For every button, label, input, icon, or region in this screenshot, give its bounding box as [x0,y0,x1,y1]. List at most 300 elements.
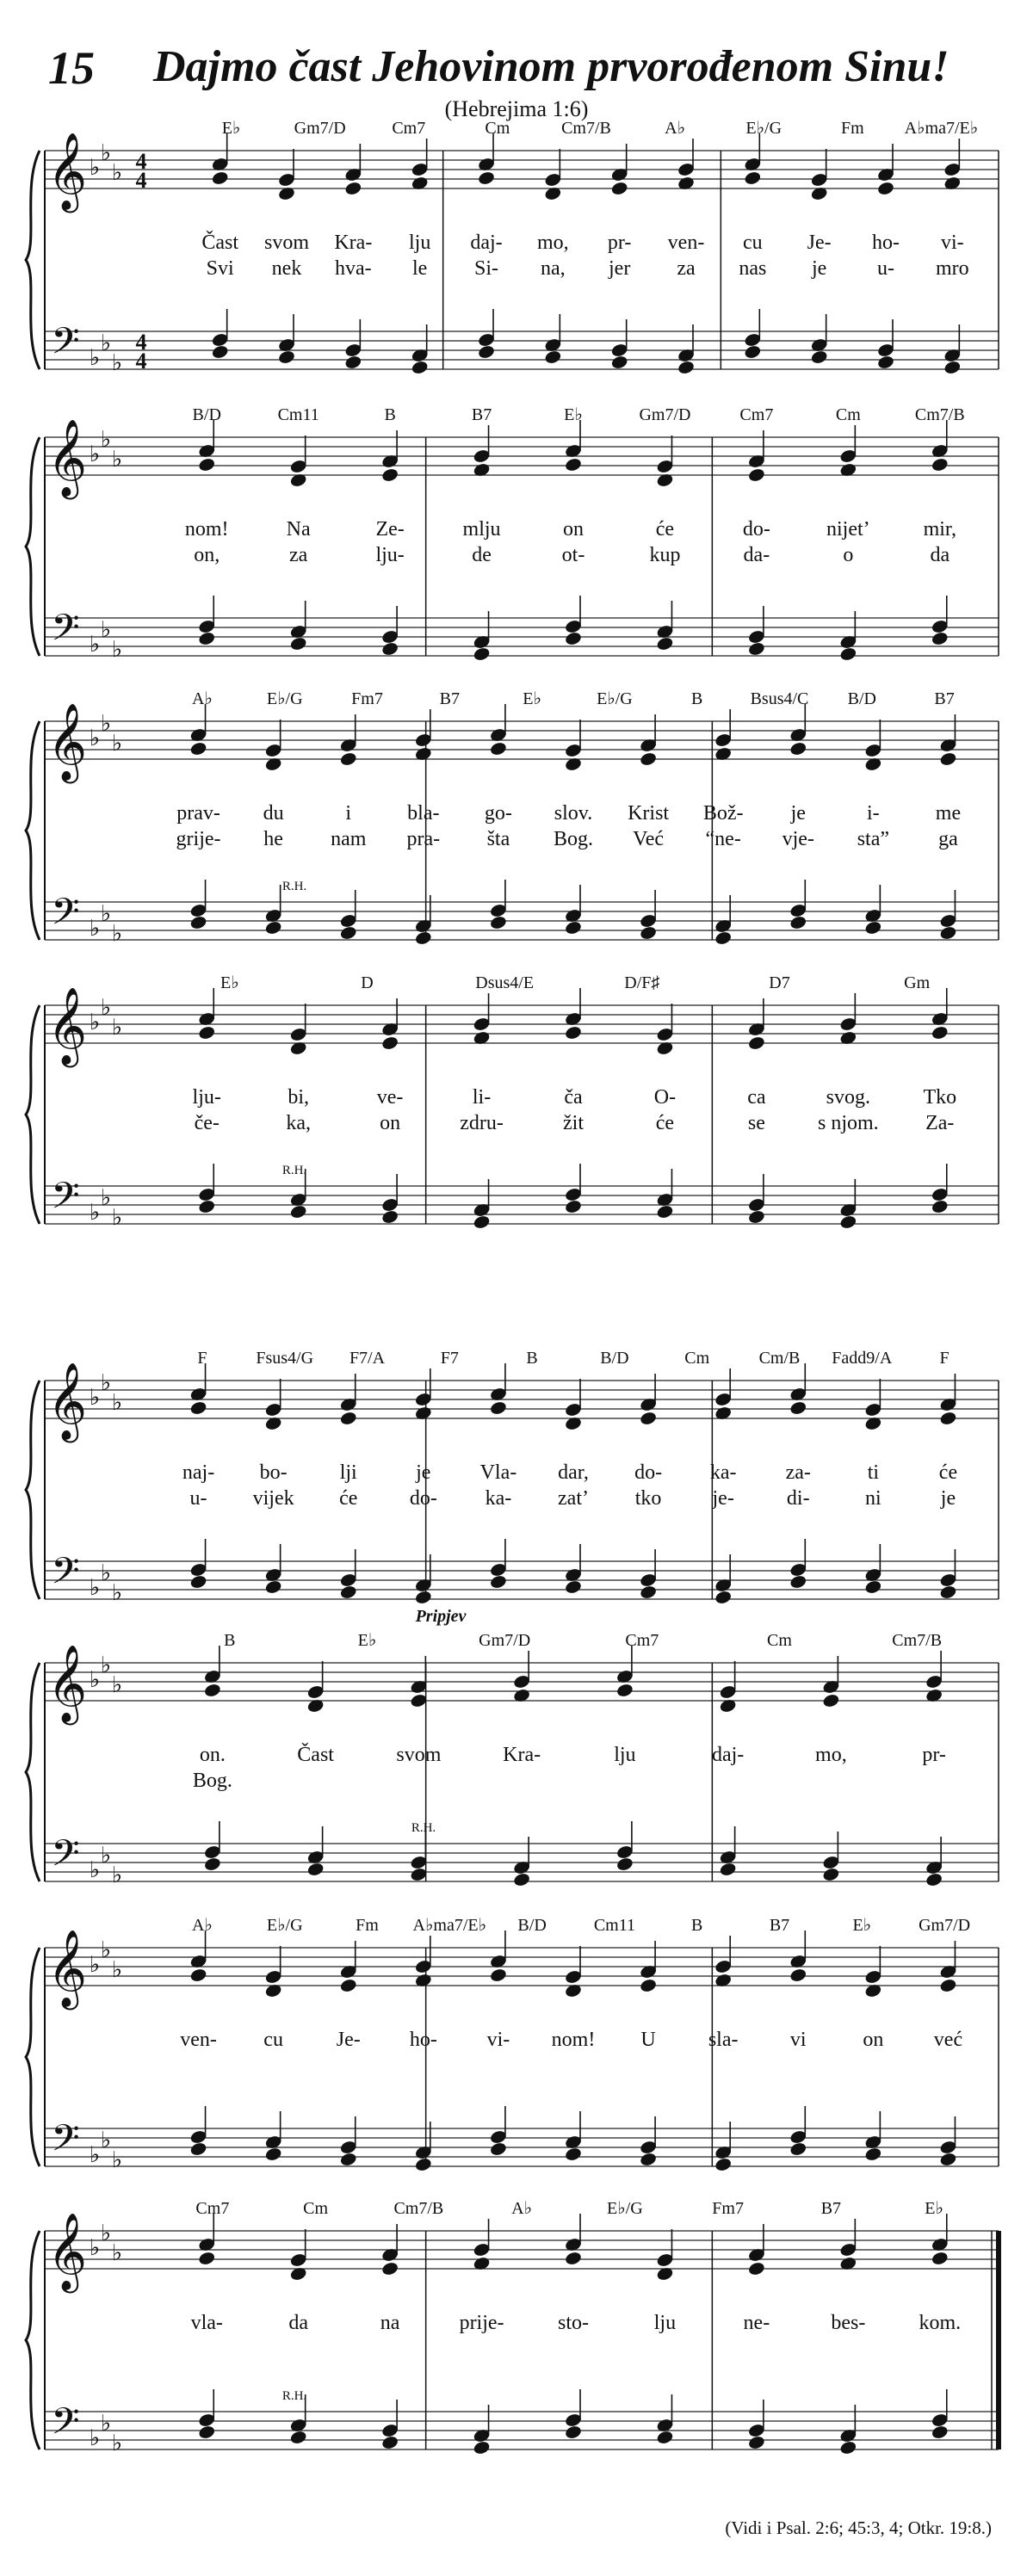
bass-note [747,2435,765,2450]
alto-note [477,170,495,186]
key-signature-flat: ♭ [100,1937,112,1962]
chord-symbol: Cm7 [739,405,774,424]
bass-note [939,2152,957,2167]
alto-note [189,1400,207,1416]
chord-symbol: A♭ [511,2199,533,2218]
bass-note [839,1214,857,1230]
key-signature-flat: ♭ [89,442,101,466]
lyric-verse-1: ven- [667,232,705,254]
lyric-verse-1: svog. [826,1086,871,1109]
chord-symbol: B/D [192,405,221,424]
bass-note [943,360,962,375]
lyric-verse-2: u- [877,257,894,280]
key-signature-flat: ♭ [111,921,123,946]
bass-note [289,636,307,652]
lyric-verse-2: tko [634,1487,662,1510]
alto-note [939,1411,957,1426]
lyric-verse-1: Čast [201,232,239,254]
alto-note [339,751,357,767]
bass-note [380,2435,399,2450]
chord-symbol: Cm7/B [892,1631,943,1650]
key-signature-flat: ♭ [89,1667,101,1692]
lyric-verse-1: Tko [923,1086,957,1109]
bass-clef: 𝄢 [51,607,80,658]
lyric-verse-1: go- [484,802,512,825]
chord-symbol: E♭ [925,2199,943,2218]
chord-symbol: D7 [769,973,790,992]
lyric-verse-2: o [843,544,854,566]
lyric-verse-1: me [935,802,962,825]
bass-note [939,1585,957,1600]
key-signature-flat: ♭ [89,2142,101,2167]
lyric-verse-1: bes- [831,2312,866,2334]
chord-symbol: B/D [600,1349,629,1368]
key-signature-flat: ♭ [100,2221,112,2246]
alto-note [189,1968,207,1983]
chord-symbol: B7 [439,689,460,708]
lyric-verse-2: Bog. [192,1770,232,1792]
bass-note [656,2430,674,2445]
lyric-verse-2: mro [935,257,969,280]
alto-note [939,751,957,767]
lyric-verse-1: lji [339,1461,357,1484]
lyric-verse-1: Vla- [479,1461,517,1484]
lyric-verse-1: za- [785,1461,811,1484]
bass-note [339,1585,357,1600]
bass-note [564,2147,582,2162]
lyric-verse-1: Na [286,518,311,541]
lyric-verse-1: vi [789,2029,807,2051]
chord-symbol: F7/A [349,1349,386,1368]
system-1 [26,119,999,375]
lyric-verse-2: vijek [252,1487,294,1510]
lyric-verse-2: de [472,544,492,566]
alto-note [380,467,399,483]
bass-note [264,920,282,936]
lyric-verse-1: pr- [922,1744,946,1766]
lyric-verse-1: već [933,2029,963,2051]
bass-note [211,344,229,360]
chord-symbol: Cm11 [277,405,319,424]
lyric-verse-2: grije- [176,828,221,850]
alto-note [489,1968,507,1983]
bass-note [677,360,695,375]
key-signature-flat: ♭ [111,2240,123,2265]
alto-note [931,457,949,473]
chord-symbol: Fm7 [712,2199,744,2218]
chord-symbol: Cm [303,2199,329,2218]
lyric-verse-2: u- [189,1487,207,1510]
bass-note [473,1214,491,1230]
lyric-verse-2: di- [786,1487,810,1510]
lyric-verse-1: lju [653,2312,677,2334]
lyric-verse-1: i [345,802,352,825]
treble-clef: 𝄞 [46,1930,88,2007]
lyric-verse-2: vje- [782,828,814,850]
lyric-verse-2: je [812,257,827,280]
lyric-verse-1: on [863,2029,884,2051]
key-signature-flat: ♭ [100,1370,112,1395]
lyric-verse-2: s njom. [817,1112,879,1134]
chord-symbol: B7 [471,405,492,424]
lyric-verse-1: lju- [192,1086,221,1109]
bass-note [639,925,657,941]
lyric-verse-1: je [416,1461,431,1484]
bass-note [306,1862,325,1877]
lyric-verse-1: daj- [470,232,503,254]
bass-note [489,1574,507,1590]
key-signature-flat: ♭ [111,1205,123,1230]
alto-note [789,1968,807,1983]
system-6 [26,1607,999,1887]
lyric-verse-2: ot- [561,544,585,566]
chord-symbol: A♭ [665,119,686,138]
chord-symbol: B/D [517,1916,547,1935]
bass-note [931,1199,949,1214]
lyric-verse-1: bo- [259,1461,288,1484]
lyric-verse-2: da [930,544,950,566]
bass-note [414,2157,432,2172]
key-signature-flat: ♭ [111,637,123,662]
key-signature-flat: ♭ [89,2235,101,2260]
alto-note [939,1978,957,1993]
lyric-verse-2: če- [194,1112,220,1134]
lyric-verse-1: vi- [940,232,964,254]
key-signature-flat: ♭ [89,1857,101,1882]
alto-note [822,1693,840,1708]
lyric-verse-2: he [263,828,283,850]
lyric-verse-2: pra- [406,828,441,850]
key-signature-flat: ♭ [89,916,101,941]
time-signature-bottom: 4 [135,168,147,193]
bass-note [864,2147,882,2162]
bass-note [939,925,957,941]
chord-symbol: A♭ma7/E♭ [904,119,979,138]
bass-note [198,631,216,646]
bass-note [264,2147,282,2162]
alto-note [198,1025,216,1041]
chord-symbol: Cm7 [392,119,426,138]
lyric-verse-1: kom. [919,2312,962,2334]
lyric-verse-1: ve- [376,1086,404,1109]
rh-mark: R.H. [411,1821,436,1835]
chord-symbol: B7 [820,2199,842,2218]
lyric-verse-2: hva- [335,257,372,280]
lyric-verse-2: Već [633,828,665,850]
alto-note [564,2251,582,2266]
lyric-verse-1: prije- [459,2312,504,2334]
chord-symbol: E♭ [564,405,583,424]
key-signature-flat: ♭ [111,350,123,375]
lyric-verse-2: Za- [925,1112,955,1134]
bass-note [564,2425,582,2440]
lyric-verse-1: Je- [807,232,832,254]
key-signature-flat: ♭ [100,2128,112,2153]
chord-symbol: Fm [356,1916,379,1935]
bass-note [564,920,582,936]
bass-note [747,641,765,657]
bass-note [822,1867,840,1882]
key-signature-flat: ♭ [89,1200,101,1225]
bass-note [380,1209,399,1225]
bass-note [564,1579,582,1595]
bass-note [489,2141,507,2157]
lyric-verse-1: cu [743,232,763,254]
brace [26,2231,40,2449]
lyric-verse-2: jer [609,257,631,280]
lyric-verse-1: pr- [607,232,632,254]
alto-note [564,457,582,473]
alto-note [610,181,628,196]
lyric-verse-2: ka- [485,1487,512,1510]
bass-note [414,1590,432,1605]
lyric-verse-2: zdru- [460,1112,504,1134]
lyric-verse-1: Kra- [503,1744,541,1766]
bass-clef: 𝄢 [51,1175,80,1226]
key-signature-flat: ♭ [111,1672,123,1697]
bass-note [198,1199,216,1214]
bass-note [714,1590,733,1605]
lyric-verse-1: bla- [407,802,440,825]
chord-symbol: E♭/G [745,119,782,138]
bass-note [610,355,628,370]
lyric-verse-1: Ze- [375,518,405,541]
bass-note [489,915,507,930]
chord-symbol: Cm7 [625,1631,659,1650]
chord-symbol: Cm11 [593,1916,635,1935]
bass-note [615,1856,634,1872]
bass-note [414,930,432,946]
alto-note [747,1035,765,1051]
alto-note [747,467,765,483]
chord-symbol: F7 [440,1349,459,1368]
rh-mark: R.H. [281,880,307,893]
key-signature-flat: ♭ [100,140,112,165]
bass-note [744,344,762,360]
bass-note [564,631,582,646]
alto-note [380,2261,399,2276]
lyric-verse-2: će [339,1487,358,1510]
chord-symbol: Gm [904,973,931,992]
alto-note [615,1683,634,1698]
bass-note [789,1574,807,1590]
lyric-verse-2: je [940,1487,956,1510]
treble-clef: 𝄞 [46,133,88,210]
lyric-verse-1: mlju [462,518,501,541]
lyric-verse-1: će [655,518,675,541]
key-signature-flat: ♭ [100,711,112,736]
lyric-verse-2: nek [271,257,302,280]
key-signature-flat: ♭ [89,726,101,751]
bass-clef: 𝄢 [51,2400,80,2452]
lyric-verse-1: nom! [184,518,229,541]
lyric-verse-2: ka, [286,1112,311,1134]
alto-note [744,170,762,186]
chord-symbol: B [691,1916,703,1935]
chord-symbol: F [197,1349,207,1368]
lyric-verse-2: do- [409,1487,437,1510]
brace [26,437,40,656]
chord-symbol: Dsus4/E [475,973,535,992]
bass-note [931,2425,949,2440]
key-signature-flat: ♭ [89,155,101,180]
key-signature-flat: ♭ [89,345,101,370]
bass-note [931,631,949,646]
key-signature-flat: ♭ [100,1843,112,1868]
chord-symbol: Cm7 [195,2199,230,2218]
lyric-verse-2: ga [938,828,958,850]
lyric-verse-1: vi- [486,2029,510,2051]
time-signature-top: 4 [135,330,147,355]
bass-note [864,920,882,936]
chord-symbol: E♭ [220,973,239,992]
chord-symbol: B [691,689,703,708]
chord-symbol: E♭/G [607,2199,643,2218]
chord-symbol: A♭ [191,689,213,708]
bass-clef: 𝄢 [51,2117,80,2169]
bass-note [380,641,399,657]
lyric-verse-1: do- [742,518,770,541]
system-2 [26,405,999,662]
key-signature-flat: ♭ [111,731,123,756]
key-signature-flat: ♭ [100,995,112,1020]
lyric-verse-1: lju [408,232,431,254]
key-signature-flat: ♭ [100,1185,112,1210]
lyric-verse-1: ka- [709,1461,737,1484]
bass-note [839,646,857,662]
alto-note [198,457,216,473]
alto-note [747,2261,765,2276]
alto-note [564,1025,582,1041]
lyric-verse-1: će [938,1461,958,1484]
bass-note [189,2141,207,2157]
alto-note [489,741,507,757]
chord-symbol: Gm7/D [479,1631,531,1650]
scripture-reference: (Hebrejima 1:6) [444,96,589,121]
chord-symbol: Fm7 [351,689,383,708]
key-signature-flat: ♭ [100,901,112,926]
lyric-verse-2: le [412,257,428,280]
lyric-verse-1: ca [747,1086,766,1109]
bass-note [747,1209,765,1225]
lyric-verse-1: Je- [336,2029,361,2051]
lyric-verse-2: je- [712,1487,734,1510]
chord-symbol: Fsus4/G [256,1349,314,1368]
lyric-verse-1: ho- [872,232,900,254]
lyric-verse-1: du [263,802,284,825]
alto-note [789,1400,807,1416]
lyric-verse-1: mo, [815,1744,847,1766]
chord-symbol: B [224,1631,236,1650]
brace [26,1005,40,1224]
brace [26,721,40,940]
chord-symbol: Cm [485,119,510,138]
lyric-verse-2: za [677,257,696,280]
system-7 [26,1916,999,2172]
key-signature-flat: ♭ [111,2147,123,2172]
lyric-verse-1: do- [634,1461,663,1484]
bass-note [512,1872,530,1887]
lyric-verse-2: nas [739,257,767,280]
chord-symbol: Cm7/B [914,405,965,424]
chord-symbol: B/D [847,689,876,708]
bass-note [473,646,491,662]
brace [26,151,40,369]
lyric-verse-1: sla- [708,2029,739,2051]
lyric-verse-1: Kra- [334,232,373,254]
lyric-verse-1: nom! [551,2029,596,2051]
key-signature-flat: ♭ [89,1575,101,1600]
alto-note [639,751,657,767]
chord-symbol: D/F♯ [624,973,660,992]
alto-note [198,2251,216,2266]
bass-note [656,636,674,652]
chord-symbol: Cm [767,1631,792,1650]
lyric-verse-1: Krist [628,802,670,825]
alto-note [789,741,807,757]
lyric-verse-2: se [747,1112,765,1134]
bass-note [189,915,207,930]
chord-symbol: E♭ [523,689,541,708]
lyric-verse-1: sto- [558,2312,589,2334]
lyric-verse-1: ne- [743,2312,770,2334]
chord-symbol: E♭ [221,119,241,138]
chord-symbol: Cm7/B [561,119,611,138]
bass-note [339,925,357,941]
lyric-verse-1: ho- [409,2029,437,2051]
key-signature-flat: ♭ [89,1010,101,1035]
chord-symbol: E♭/G [266,1916,303,1935]
chord-symbol: A♭ma7/E♭ [412,1916,487,1935]
lyric-verse-2: kup [649,544,681,566]
refrain-marker: Pripjev [415,1607,467,1626]
bass-note [473,2440,491,2456]
lyric-verse-1: ča [564,1086,583,1109]
chord-symbol: Fadd9/A [832,1349,893,1368]
lyric-verse-2: “ne- [705,828,741,850]
lyric-verse-2: sta” [857,828,890,850]
bass-note [719,1862,737,1877]
bass-note [864,1579,882,1595]
bass-note [411,360,429,375]
bass-note [714,930,733,946]
chord-symbol: D [361,973,374,992]
lyric-verse-2: on, [194,544,220,566]
lyric-verse-1: dar, [558,1461,589,1484]
hymn-title: Dajmo čast Jehovinom prvorođenom Sinu! [153,42,949,91]
key-signature-flat: ♭ [89,1952,101,1977]
key-signature-flat: ♭ [111,1863,123,1887]
lyric-verse-2: on [380,1112,401,1134]
bass-note [289,2430,307,2445]
alto-note [931,2251,949,2266]
chord-symbol: B7 [934,689,955,708]
bass-note [656,1204,674,1220]
lyric-verse-2: Si- [473,257,499,280]
key-signature-flat: ♭ [111,1957,123,1982]
key-signature-flat: ♭ [100,617,112,642]
lyric-verse-1: lju [614,1744,636,1766]
lyric-verse-1: ven- [180,2029,217,2051]
chord-symbol: Cm/B [758,1349,801,1368]
alto-note [339,1978,357,1993]
chord-symbol: B7 [769,1916,790,1935]
lyric-verse-2: Bog. [553,828,594,850]
lyric-verse-1: O- [653,1086,677,1109]
bass-note [339,2152,357,2167]
key-signature-flat: ♭ [100,2411,112,2436]
time-signature-top: 4 [135,149,147,174]
